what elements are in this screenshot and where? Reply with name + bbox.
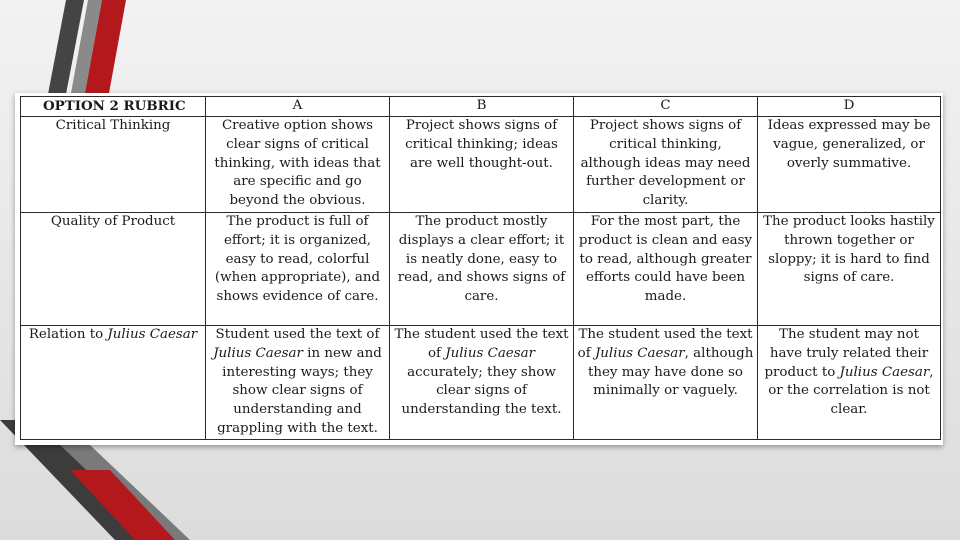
- cell-relation-a-title: Julius Caesar: [213, 345, 303, 361]
- cell-relation-d-title: Julius Caesar: [839, 364, 930, 380]
- cell-relation-c-suffix: , although they may have done so minimally or vaguely.: [588, 345, 754, 399]
- cell-relation-b-prefix: The student used the text of: [394, 327, 569, 361]
- cell-quality-a: The product is full of effort; it is organized, easy to read, colorful (when appropriate), and shows evidence of care.: [206, 213, 390, 326]
- rubric-row-quality-of-product: [21, 213, 941, 326]
- column-header-c: C: [574, 97, 758, 117]
- cell-quality-c: For the most part, the product is clean and easy to read, although greater efforts could have been made.: [574, 213, 758, 326]
- rubric-table: [20, 96, 941, 440]
- column-header-a: A: [206, 97, 390, 117]
- cell-quality-d: The product looks hastily thrown together or sloppy; it is hard to find signs of care.: [758, 213, 941, 326]
- rubric-title: OPTION 2 RUBRIC: [21, 97, 206, 117]
- cell-relation-d: [758, 326, 941, 440]
- cell-relation-d-prefix: The student may not have truly related their product to: [764, 327, 929, 380]
- cell-relation-b-suffix: accurately; they show clear signs of understanding the text.: [401, 364, 562, 418]
- cell-critical-thinking-c: Project shows signs of critical thinking, although ideas may need further development or clarity.: [574, 117, 758, 213]
- cell-relation-c-title: Julius Caesar: [594, 345, 685, 361]
- cell-relation-c: [574, 326, 758, 440]
- rubric-row-relation: [21, 326, 941, 440]
- rubric-header-row: [21, 97, 941, 117]
- cell-relation-c-prefix: The student used the text of: [577, 327, 753, 361]
- rubric-card: [15, 93, 943, 445]
- cell-relation-b-title: Julius Caesar: [445, 345, 535, 361]
- cell-relation-b: [390, 326, 574, 440]
- cell-relation-a-suffix: in new and interesting ways; they show clear signs of understanding and grappling with the text.: [217, 345, 382, 436]
- row-label-quality-of-product: Quality of Product: [21, 213, 206, 326]
- rubric-row-critical-thinking: [21, 117, 941, 213]
- column-header-b: B: [390, 97, 574, 117]
- row-label-critical-thinking: Critical Thinking: [21, 117, 206, 213]
- cell-quality-b: The product mostly displays a clear effort; it is neatly done, easy to read, and shows signs of care.: [390, 213, 574, 326]
- cell-relation-d-suffix: , or the correlation is not clear.: [768, 364, 934, 418]
- cell-critical-thinking-b: Project shows signs of critical thinking; ideas are well thought-out.: [390, 117, 574, 213]
- cell-critical-thinking-a: Creative option shows clear signs of critical thinking, with ideas that are specific and go beyond the obvious.: [206, 117, 390, 213]
- row-label-relation-prefix: Relation to: [28, 327, 108, 342]
- cell-relation-a: [206, 326, 390, 440]
- cell-relation-a-prefix: Student used the text of: [215, 327, 380, 342]
- cell-critical-thinking-d: Ideas expressed may be vague, generalized, or overly summative.: [758, 117, 941, 213]
- row-label-relation: [21, 326, 206, 440]
- row-label-relation-title: Julius Caesar: [107, 327, 198, 342]
- column-header-d: D: [758, 97, 941, 117]
